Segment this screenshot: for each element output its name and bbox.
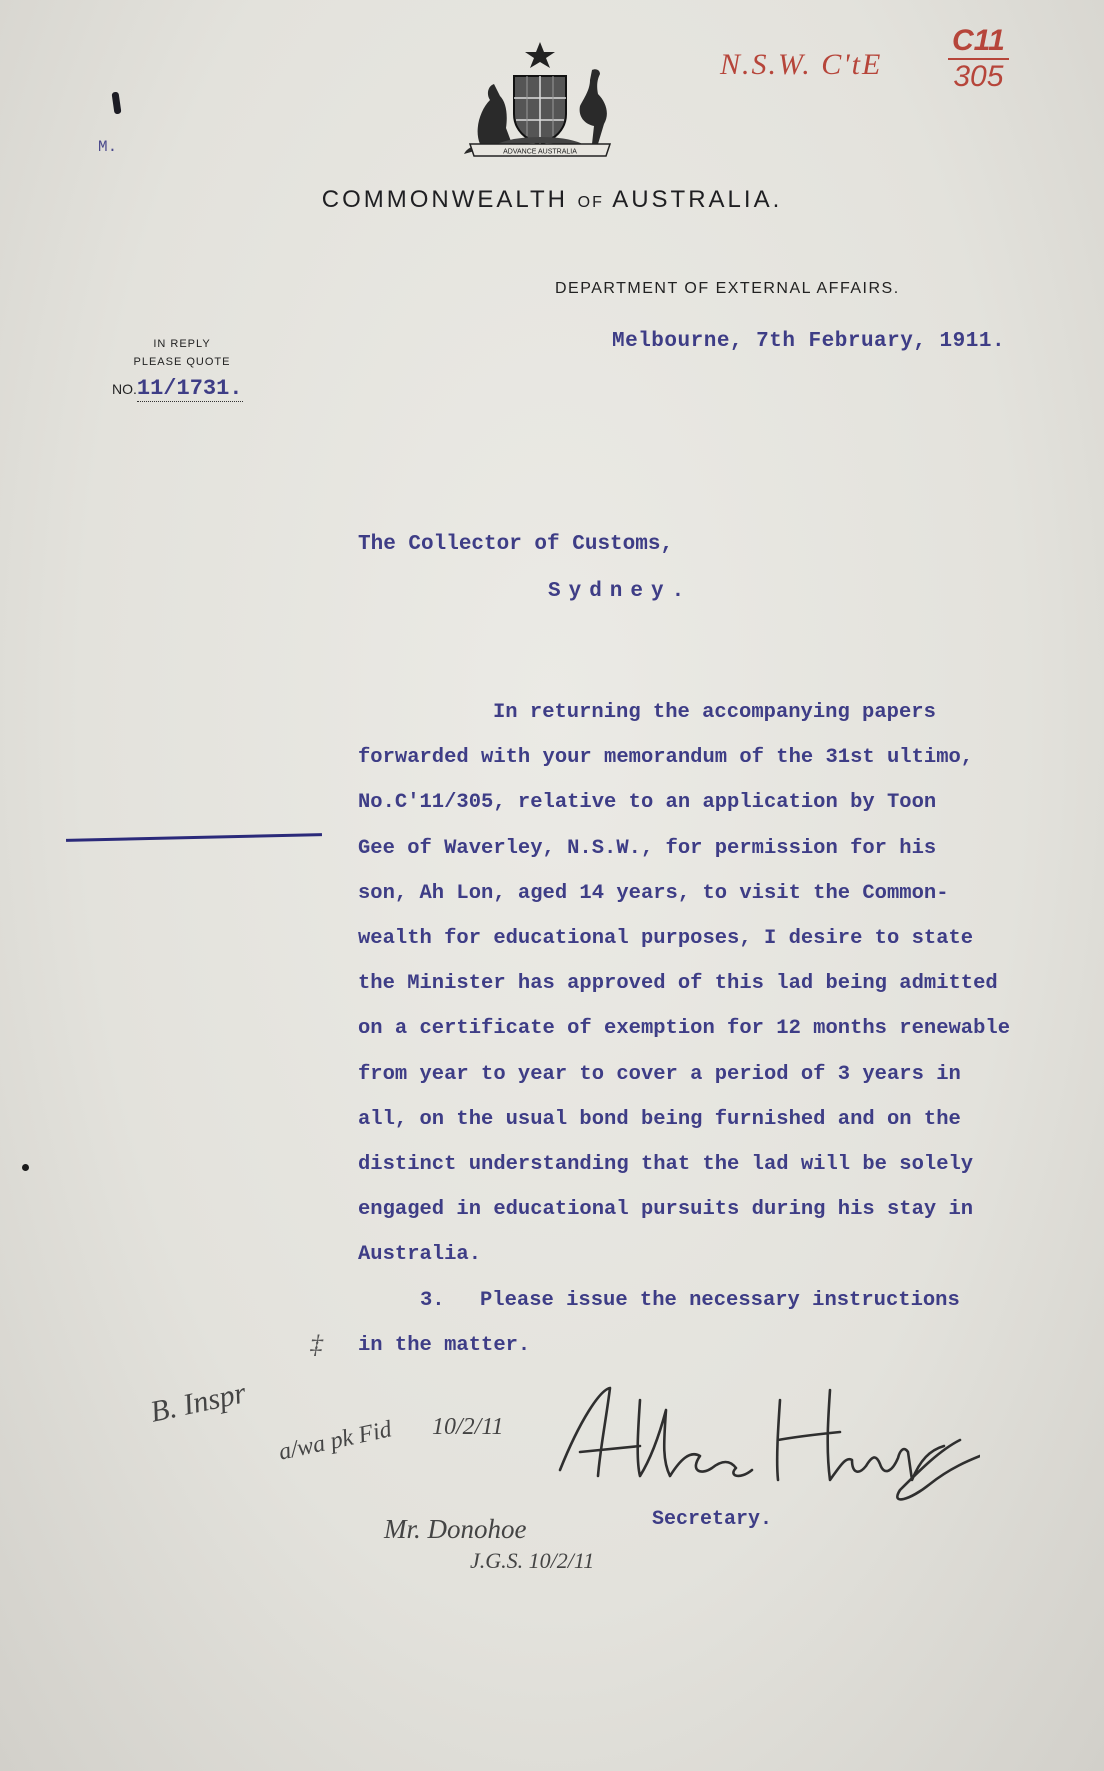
- reply-reference-label: IN REPLY PLEASE QUOTE: [133, 338, 231, 368]
- margin-note: a/wa pk Fid: [276, 1416, 395, 1466]
- body-line: on a certificate of exemption for 12 months renewable: [358, 1017, 1011, 1041]
- coat-of-arms-icon: [460, 40, 620, 158]
- bottom-note: Mr. Donohoe: [384, 1514, 527, 1544]
- file-reference-fraction: [948, 26, 1009, 92]
- letter-body: [358, 690, 1078, 1368]
- addressee-city: Sydney.: [548, 580, 693, 603]
- body-line: son, Ah Lon, aged 14 years, to visit the Common-: [358, 881, 949, 905]
- file-reference-denominator: 305: [953, 60, 1004, 93]
- handwritten-initial: ‡: [310, 1330, 323, 1359]
- file-reference-numerator: C11: [948, 26, 1009, 60]
- margin-note-date: 10/2/11: [432, 1414, 504, 1440]
- reply-reference-number: NO.11/1731.: [112, 376, 243, 401]
- body-line: In returning the accompanying papers: [493, 701, 936, 724]
- body-line: distinct understanding that the lad will be solely: [358, 1153, 974, 1177]
- signatory-title: Secretary.: [652, 1508, 773, 1531]
- signature-image: [540, 1380, 980, 1520]
- margin-note: B. Inspr: [147, 1376, 249, 1429]
- body-line: wealth for educational purposes, I desire to state: [358, 927, 974, 951]
- body-line: all, on the usual bond being furnished and on the: [358, 1107, 961, 1131]
- paragraph-3: 3. Please issue the necessary instructions: [358, 1278, 1078, 1323]
- crest-motto: ADVANCE AUSTRALIA: [503, 148, 577, 156]
- body-line: engaged in educational pursuits during his stay in: [358, 1198, 974, 1222]
- body-line: in the matter.: [358, 1333, 531, 1357]
- letterhead-title: COMMONWEALTH OF AUSTRALIA.: [321, 186, 783, 213]
- body-line: from year to year to cover a period of 3 years in: [358, 1062, 961, 1086]
- ink-mark: [112, 92, 122, 115]
- addressee: The Collector of Customs,: [358, 533, 674, 556]
- margin-pen-line: [66, 833, 322, 842]
- typed-initial: M.: [98, 138, 118, 156]
- date-line: Melbourne, 7th February, 1911.: [612, 330, 1006, 353]
- body-line: the Minister has approved of this lad being admitted: [358, 972, 998, 996]
- body-line: Australia.: [358, 1243, 482, 1267]
- body-line: No.C'11/305, relative to an application by Toon: [358, 791, 937, 815]
- file-reference-handwritten: N.S.W. C'tE: [720, 48, 883, 81]
- paragraph-number: 3.: [420, 1288, 445, 1312]
- body-line: forwarded with your memorandum of the 31st ultimo,: [358, 746, 974, 770]
- bottom-note: J.G.S. 10/2/11: [470, 1548, 595, 1573]
- department-name: DEPARTMENT OF EXTERNAL AFFAIRS.: [555, 280, 900, 297]
- body-line: Gee of Waverley, N.S.W., for permission for his: [358, 836, 937, 860]
- ink-dot: [22, 1164, 29, 1171]
